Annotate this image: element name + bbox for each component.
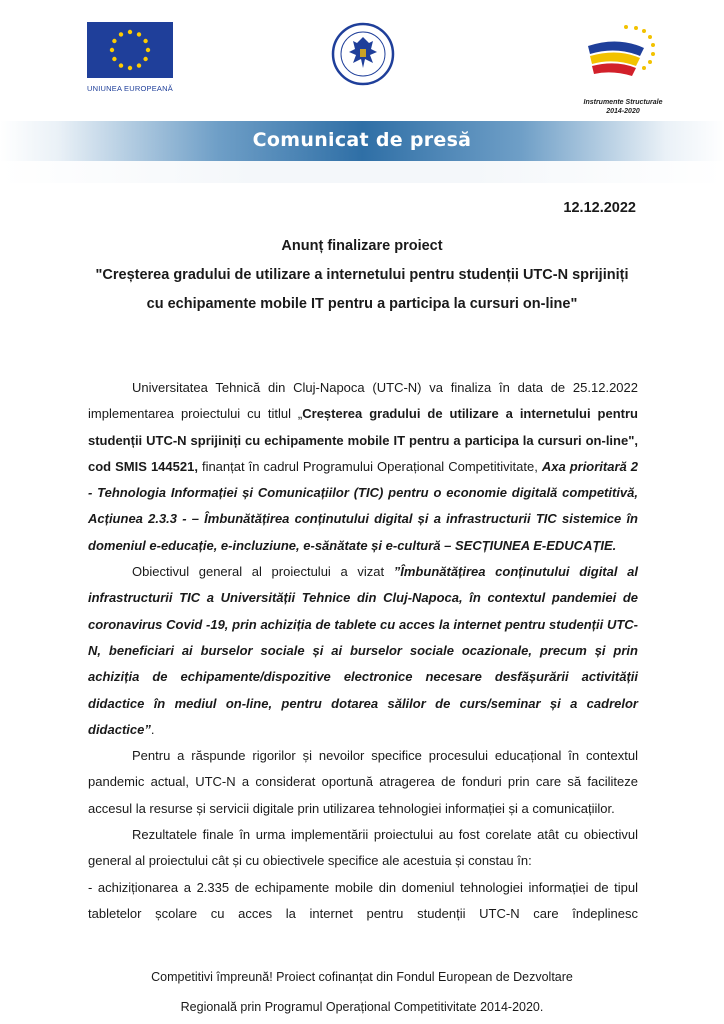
paragraph-5: - achiziționarea a 2.335 de echipamente mobile din domeniul tehnologiei informației de tipul tabletelor școlare cu acces la internet pentru studenții UTC-N care îndeplinesc [88,879,638,921]
eu-flag-icon [87,22,173,78]
structural-instruments-caption [568,98,678,116]
romanian-government-seal-icon [331,22,395,86]
paragraph-1 [88,375,638,559]
headline [0,232,724,319]
project-title: Creșterea gradului de utilizare a internetului pentru studenții UTC-N sprijiniți cu echipamente mobile IT pentru a participa la cursuri on-line [88,406,638,448]
p1-text-a: Universitatea Tehnică din Cluj-Napoca (UTC-N) va finaliza în data de 25.12.2022 implementarea proiectului cu titlul „ [88,380,638,422]
p2-text-a: Obiectivul general al proiectului a vizat [132,564,394,580]
is-caption-line1: Instrumente Structurale [583,99,663,106]
paragraph-3: Pentru a răspunde rigorilor și nevoilor specifice procesului educațional în contextul pandemic actual, UTC-N a considerat oportună atragerea de fonduri prin care să faciliteze accesul la resurse și servicii digitale prin utilizarea tehnologiei informației și a comunicațiilor. [88,748,638,816]
banner-shadow [0,161,724,183]
p1-text-c: ", cod [88,432,638,474]
headline-line1: Anunț finalizare proiect [281,238,443,254]
priority-axis: Axa prioritară 2 - Tehnologia Informației și Comunicațiilor (TIC) pentru o economie digitală competitivă, Acțiunea 2.3.3 - – Îmbunătățirea conținutului digital și a infrastructurii TIC sistemice în domeniul e-educație, e-incluziune, e-sănătate și e-cultură – SECȚIUNEA E-EDUCAȚIE. [88,458,639,553]
is-caption-line2: 2014-2020 [606,108,640,115]
p1-text-e: finanțat în cadrul Programului Operațional Competitivitate, [197,458,542,474]
footer [0,962,724,1022]
logo-bar [0,18,724,115]
smis-code: SMIS 144521, [115,458,198,474]
structural-instruments-logo-icon [578,18,668,108]
banner-title: Comunicat de presă [252,129,472,151]
eu-logo [87,22,173,93]
footer-line2: Regională prin Programul Operațional Competitivitate 2014-2020. [180,1000,544,1014]
general-objective: ”Îmbunătățirea conținutului digital al infrastructurii TIC a Universității Tehnice din Cluj-Napoca, în contextul pandemiei de coronavirus Covid -19, prin achiziția de tablete cu acces la internet pentru studenții UTC-N, beneficiari ai burselor sociale și ai burselor sociale ocazionale, precum și prin achiziția de echipamente/dispozitive electronice necesare desfășurării activității didactice în mediul on-line, pentru dotarea sălilor de curs/seminar și a cadrelor didactice” [88,564,638,737]
paragraph-2 [88,559,638,743]
headline-line2: "Creșterea gradului de utilizare a internetului pentru studenții UTC-N sprijiniți [95,267,629,283]
headline-line3: cu echipamente mobile IT pentru a participa la cursuri on-line" [146,296,578,312]
paragraph-4: Rezultatele finale în urma implementării proiectului au fost corelate atât cu obiectivul general al proiectului cât și cu obiectivele specifice ale acestuia și constau în: [88,827,638,869]
footer-line1: Competitivi împreună! Proiect cofinanțat din Fondul European de Dezvoltare [151,970,573,984]
p2-text-c: . [150,721,155,737]
eu-caption: UNIUNEA EUROPEANĂ [87,84,173,93]
press-release-banner [0,121,724,161]
release-date: 12.12.2022 [563,200,636,216]
article-body [88,375,638,927]
